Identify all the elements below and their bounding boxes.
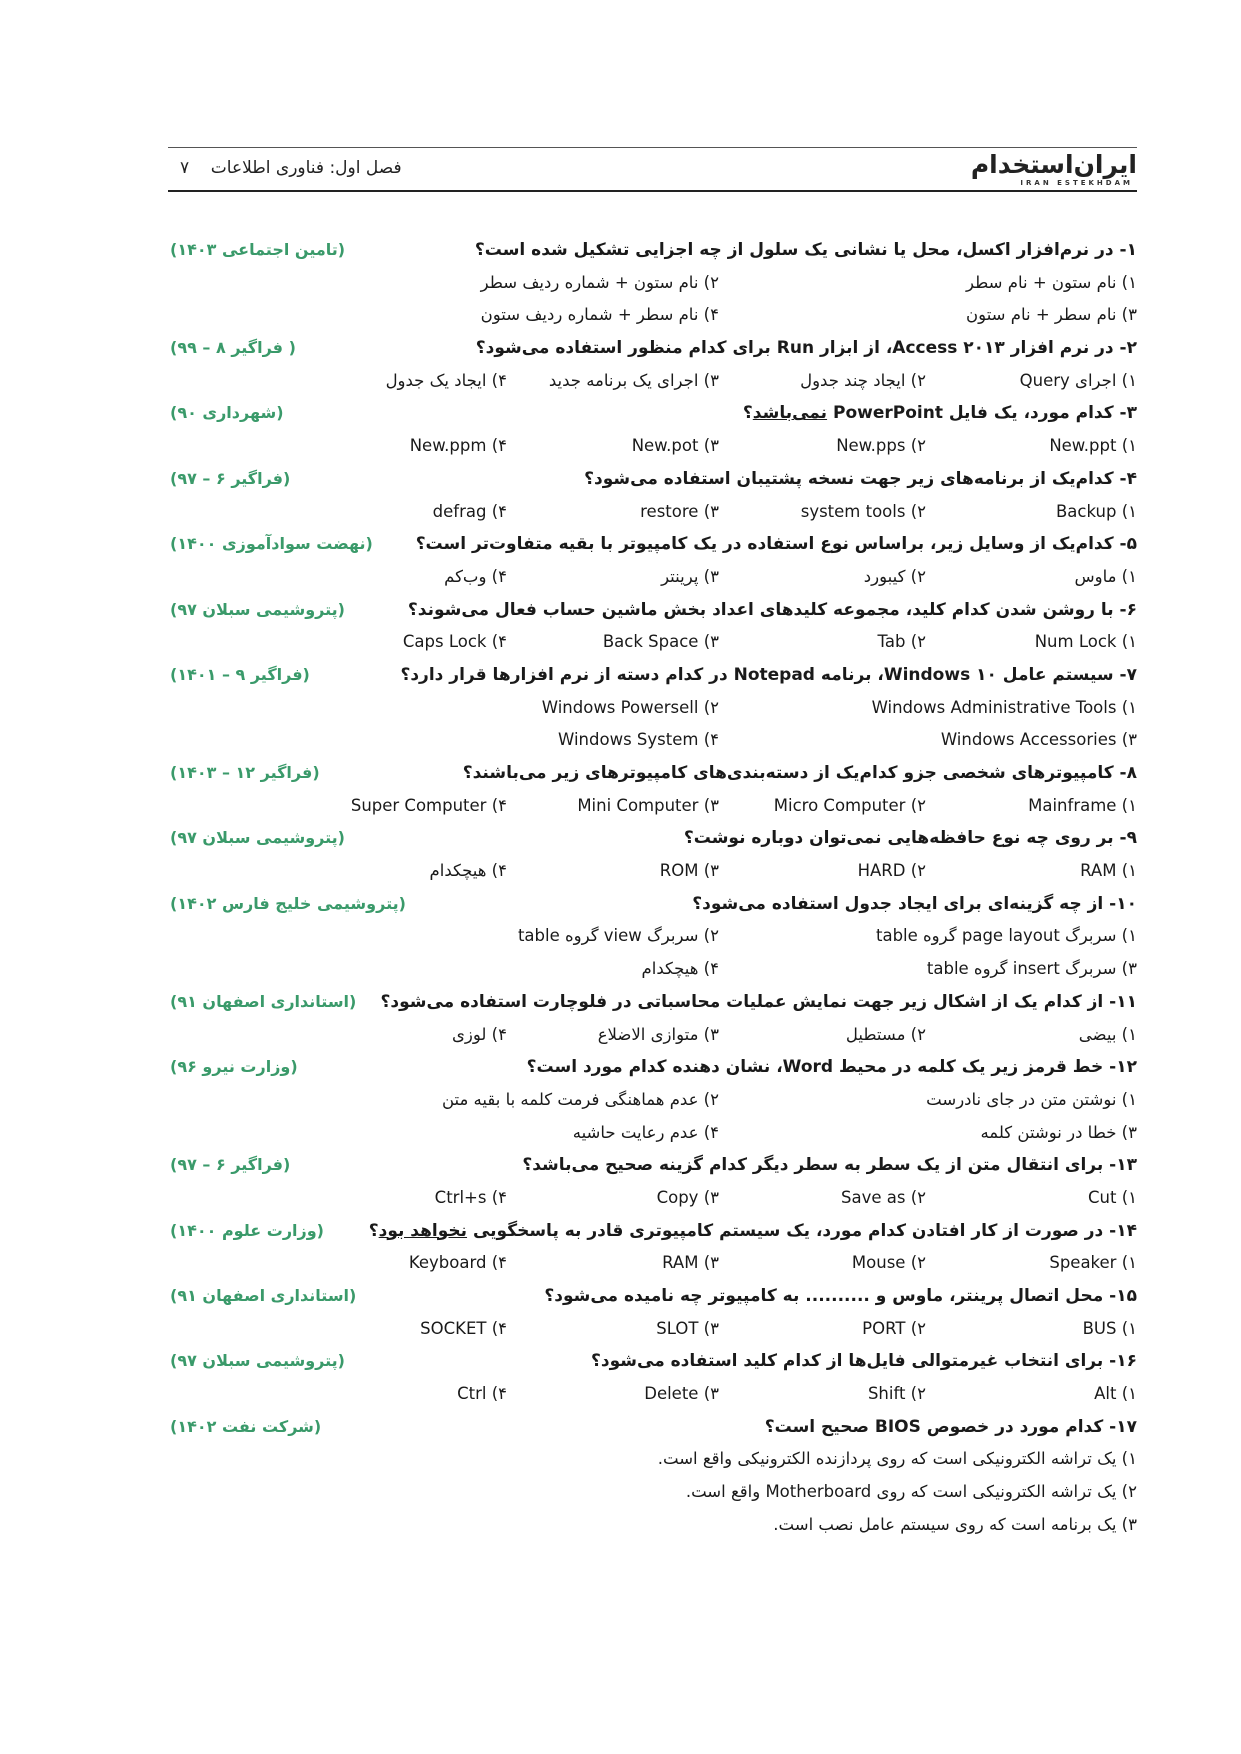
logo-mark: ایران‌استخدام [970,150,1137,179]
option: Copy (۳ [656,1187,719,1207]
question-stem-row [168,1347,1137,1380]
option: New.pot (۳ [631,436,719,456]
question-source: ( فراگیر ۸ – ۹۹) [170,338,296,358]
options-row [168,726,1137,759]
option: Back Space (۳ [602,632,719,652]
option: Caps Lock (۴ [402,632,507,652]
options-row [168,857,1137,890]
options-row [168,269,1137,302]
question-source: (استانداری اصفهان ۹۱) [170,991,357,1011]
question-stem: ۶- با روشن شدن کدام کلید، مجموعه کلیدهای اعداد بخش ماشین حساب فعال می‌شوند؟ [407,599,1137,620]
logo-subtitle: IRAN ESTEKHDAM [1020,179,1133,187]
question-stem-row [168,1282,1137,1315]
option: Speaker (۱ [1049,1253,1137,1273]
options-row [168,301,1137,334]
stem-text: ۱۴- در صورت از کار افتادن کدام مورد، یک سیستم کامپیوتری قادر به پاسخگویی [467,1220,1137,1241]
option: Shift (۲ [867,1384,926,1404]
options-row [168,955,1137,988]
question-stem [369,1221,1137,1241]
option: ۱) اجرای Query [1019,370,1137,390]
question-stem-row [168,661,1137,694]
options-row [168,694,1137,727]
option: ۱) نوشتن متن در جای نادرست [926,1089,1137,1109]
option: ۲) سربرگ view گروه table [517,926,719,946]
options-row [168,1478,1137,1511]
question-stem: ۹- بر روی چه نوع حافظه‌هایی نمی‌توان دوباره نوشت؟ [683,828,1137,849]
question-source: (وزارت نیرو ۹۶) [170,1057,298,1077]
option: ۱) یک تراشه الکترونیکی است که روی پردازنده الکترونیکی واقع است. [657,1449,1137,1469]
question-stem: ۴- کدام‌یک از برنامه‌های زیر جهت نسخه پشتیبان استفاده می‌شود؟ [584,468,1137,489]
option: ۱) نام ستون + نام سطر [966,272,1137,292]
option: ۲) یک تراشه الکترونیکی است که روی Motherboard واقع است. [685,1482,1137,1502]
option: Keyboard (۴ [408,1253,507,1273]
option: ۴) نام سطر + شماره ردیف ستون [480,305,719,325]
option: ۱) سربرگ page layout گروه table [876,926,1137,946]
option: BUS (۱ [1082,1318,1137,1338]
option: Mouse (۲ [851,1253,926,1273]
question-stem: ۵- کدام‌یک از وسایل زیر، براساس نوع استفاده در یک کامپیوتر با بقیه متفاوت‌تر است؟ [415,534,1137,555]
option: Windows System (۴ [558,730,719,750]
question-source: (فراگیر ۶ – ۹۷) [170,468,291,488]
stem-end: ؟ [368,1220,379,1241]
option: ۲) نام ستون + شماره ردیف سطر [480,272,719,292]
question-stem-row [168,530,1137,563]
question-stem: ۱۵- محل اتصال پرینتر، ماوس و .......... به کامپیوتر چه نامیده می‌شود؟ [544,1286,1137,1306]
header-bottom-rule [168,190,1137,192]
option: New.pps (۲ [836,436,926,456]
option: Windows Accessories (۳ [940,730,1137,750]
options-row [168,367,1137,400]
option: Mini Computer (۳ [577,795,719,815]
option: SOCKET (۴ [420,1318,507,1338]
option: ۱) ماوس [1074,566,1137,586]
page-number: ۷ [180,158,190,178]
option: ۳) اجرای یک برنامه جدید [548,370,719,390]
option: New.ppt (۱ [1049,436,1137,456]
question-source: (شهرداری ۹۰) [170,403,284,423]
question-stem: ۱۰- از چه گزینه‌ای برای ایجاد جدول استفاده می‌شود؟ [692,893,1137,914]
option: ۳) پرینتر [661,566,719,586]
option: defrag (۴ [432,501,507,521]
option: PORT (۲ [862,1318,926,1338]
option: ۲) ایجاد چند جدول [800,370,926,390]
question-source: (تامین اجتماعی ۱۴۰۳) [170,240,346,259]
option: SLOT (۳ [656,1318,719,1338]
option: ۳) سربرگ insert گروه table [926,959,1137,979]
publisher-logo [967,152,1137,188]
option: ۳) متوازی الاضلاع [597,1024,719,1044]
underlined-word: نخواهد بود [378,1220,468,1241]
chapter-title: فصل اول: فناوری اطلاعات [210,158,402,178]
options-row [168,498,1137,531]
option: ۴) هیچکدام [429,861,507,881]
question-stem-row [168,1151,1137,1184]
option: Windows Powersell (۲ [541,697,719,717]
options-row [168,1380,1137,1413]
option: Ctrl (۴ [457,1384,507,1404]
question-source: (فراگیر ۹ – ۱۴۰۱) [170,664,310,684]
question-stem-row [168,988,1137,1021]
options-row [168,1249,1137,1282]
question-stem: ۱۲- خط قرمز زیر یک کلمه در محیط Word، نشان دهنده کدام مورد است؟ [526,1057,1137,1078]
option: New.ppm (۴ [409,436,507,456]
option: ۴) ایجاد یک جدول [385,370,507,390]
question-stem-row [168,236,1137,269]
options-row [168,1021,1137,1054]
options-row [168,1086,1137,1119]
option: ۲) مستطیل [845,1024,926,1044]
question-stem-row [168,465,1137,498]
question-source: (فراگیر ۶ – ۹۷) [170,1155,291,1175]
options-row [168,1445,1137,1478]
options-row [168,628,1137,661]
option: Cut (۱ [1088,1187,1137,1207]
question-source: (فراگیر ۱۲ – ۱۴۰۳) [170,763,320,782]
question-source: (پتروشیمی سبلان ۹۷) [170,599,345,619]
option: ۲) کیبورد [863,566,926,586]
option: ۳) یک برنامه است که روی سیستم عامل نصب است. [773,1514,1137,1534]
question-source: (پتروشیمی سبلان ۹۷) [170,1351,345,1371]
question-stem: ۱۳- برای انتقال متن از یک سطر به سطر دیگر کدام گزینه صحیح می‌باشد؟ [522,1155,1137,1176]
question-stem: ۱۱- از کدام یک از اشکال زیر جهت نمایش عملیات محاسباتی در فلوچارت استفاده می‌شود؟ [380,991,1137,1012]
question-stem-row [168,824,1137,857]
question-source: (پتروشیمی سبلان ۹۷) [170,828,345,848]
question-source: (استانداری اصفهان ۹۱) [170,1286,357,1305]
question-stem-row [168,759,1137,792]
question-stem-row [168,596,1137,629]
question-stem [743,403,1137,423]
question-stem: ۱۷- کدام مورد در خصوص BIOS صحیح است؟ [764,1416,1137,1437]
options-row [168,1511,1137,1544]
options-row [168,792,1137,825]
option: Windows Administrative Tools (۱ [871,697,1137,717]
question-stem-row [168,399,1137,432]
option: Backup (۱ [1055,501,1137,521]
option: Delete (۳ [644,1384,719,1404]
option: ۲) عدم هماهنگی فرمت کلمه با بقیه متن [441,1089,719,1109]
question-source: (وزارت علوم ۱۴۰۰) [170,1220,324,1240]
question-source: (نهضت سوادآموزی ۱۴۰۰) [170,534,373,554]
question-source: (شرکت نفت ۱۴۰۲) [170,1416,322,1436]
option: RAM (۳ [662,1253,719,1273]
option: ۴) هیچکدام [641,959,719,979]
option: Tab (۲ [877,632,926,652]
running-header [180,158,402,178]
question-stem-row [168,890,1137,923]
option: ۴) لوزی [452,1024,507,1044]
header-top-rule [168,147,1137,148]
option: Mainframe (۱ [1028,795,1137,815]
option: Ctrl+s (۴ [434,1187,507,1207]
option: Save as (۲ [841,1187,926,1207]
option: restore (۳ [640,501,719,521]
option: Num Lock (۱ [1034,632,1137,652]
option: ۱) بیضی [1078,1024,1137,1044]
underlined-word: نمی‌باشد [752,403,828,424]
question-stem-row [168,1053,1137,1086]
options-row [168,1184,1137,1217]
stem-end: ؟ [742,403,753,424]
option: system tools (۲ [800,501,926,521]
option: RAM (۱ [1080,861,1137,881]
options-row [168,432,1137,465]
question-source: (پتروشیمی خلیج فارس ۱۴۰۲) [170,893,406,913]
option: ROM (۳ [659,861,719,881]
option: Alt (۱ [1094,1384,1137,1404]
option: ۳) نام سطر + نام ستون [966,305,1137,325]
option: ۳) خطا در نوشتن کلمه [980,1122,1137,1142]
options-row [168,1315,1137,1348]
option: Super Computer (۴ [350,795,507,815]
question-stem-row [168,1413,1137,1446]
question-stem: ۸- کامپیوترهای شخصی جزو کدام‌یک از دسته‌بندی‌های کامپیوترهای زیر می‌باشند؟ [462,763,1137,783]
question-stem: ۷- سیستم عامل ۱۰ Windows، برنامه Notepad در کدام دسته از نرم افزارها قرار دارد؟ [400,664,1137,685]
question-stem: ۱- در نرم‌افزار اکسل، محل یا نشانی یک سلول از چه اجزایی تشکیل شده است؟ [474,240,1137,260]
option: Micro Computer (۲ [773,795,926,815]
options-row [168,563,1137,596]
option: ۴) عدم رعایت حاشیه [572,1122,719,1142]
question-stem: ۱۶- برای انتخاب غیرمتوالی فایل‌ها از کدام کلید استفاده می‌شود؟ [591,1351,1137,1372]
option: HARD (۲ [857,861,926,881]
question-list [168,236,1137,1544]
question-stem: ۲- در نرم افزار Access ۲۰۱۳، از ابزار Run برای کدام منظور استفاده می‌شود؟ [475,338,1137,359]
question-stem-row [168,334,1137,367]
options-row [168,1119,1137,1152]
options-row [168,922,1137,955]
option: ۴) وب‌کم [444,566,507,586]
stem-text: ۳- کدام مورد، یک فایل PowerPoint [827,403,1137,424]
question-stem-row [168,1217,1137,1250]
